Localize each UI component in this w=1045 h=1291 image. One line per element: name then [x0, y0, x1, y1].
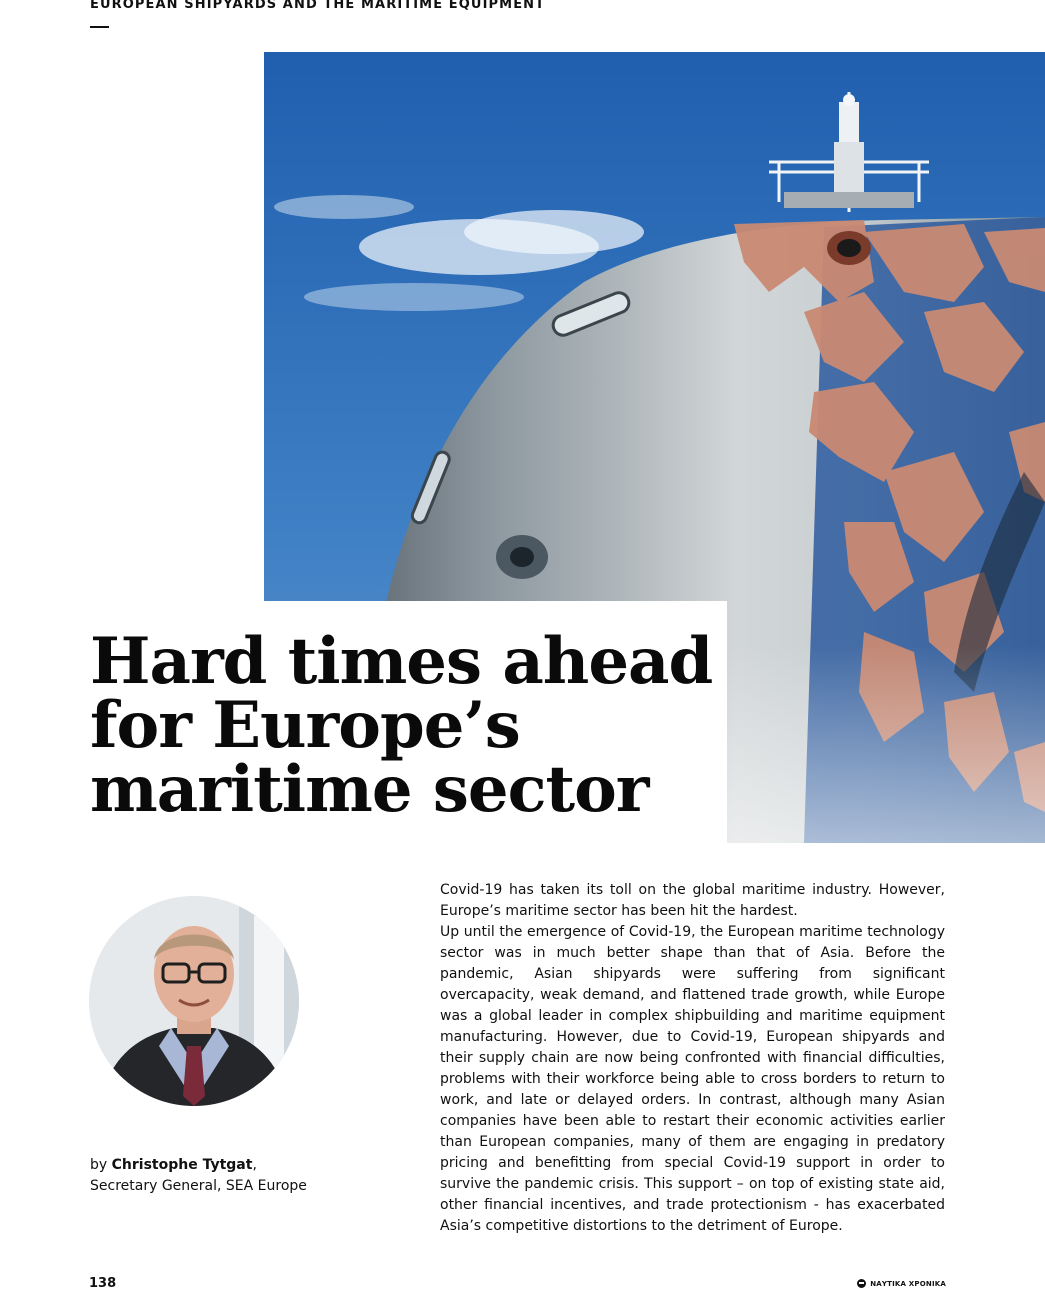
title-line-3: maritime sector	[90, 752, 649, 827]
byline-author-line	[90, 1155, 307, 1176]
author-photo	[89, 896, 299, 1106]
section-label: EUROPEAN SHIPYARDS AND THE MARITIME EQUIPMENT	[90, 0, 546, 12]
byline-prefix: by	[90, 1157, 112, 1173]
author-role: Secretary General, SEA Europe	[90, 1178, 307, 1194]
article-body	[440, 880, 945, 1237]
title-line-2: for Europe’s	[90, 688, 520, 763]
publication-name: ΝΑΥΤΙΚΑ ΧΡΟΝΙΚΑ	[870, 1279, 946, 1288]
byline-suffix: ,	[252, 1157, 257, 1173]
author-name: Christophe Tytgat	[111, 1157, 253, 1173]
paragraph-1: Covid-19 has taken its toll on the global maritime industry. However, Europe’s maritime sector has been hit the hardest.	[440, 882, 945, 919]
page-number: 138	[89, 1276, 117, 1291]
paragraph-2: Up until the emergence of Covid-19, the European maritime technology sector was in much better shape than that of Asia. Before the pandemic, Asian shipyards were suffering from significant overcapacity, weak demand, and flattened trade growth, while Europe was a global leader in complex shipbuilding and maritime equipment manufacturing. However, due to Covid-19, European shipyards and their supply chain are now being confronted with financial difficulties, problems with their workforce being able to cross borders to return to work, and late or delayed orders. In contrast, although many Asian companies have been able to restart their economic activities earlier than European companies, many of them are engaging in predatory pricing and benefitting from special Covid-19 support in order to survive the pandemic crisis. This support – on top of existing state aid, other financial incentives, and trade protectionism - has exacerbated Asia’s competitive distortions to the detriment of Europe.	[440, 924, 945, 1234]
byline	[90, 1155, 307, 1197]
publication-logo-icon	[857, 1279, 866, 1288]
title-line-1: Hard times ahead	[90, 624, 713, 699]
article-title	[90, 624, 730, 827]
publication-mark	[857, 1279, 946, 1288]
section-rule	[90, 26, 109, 28]
